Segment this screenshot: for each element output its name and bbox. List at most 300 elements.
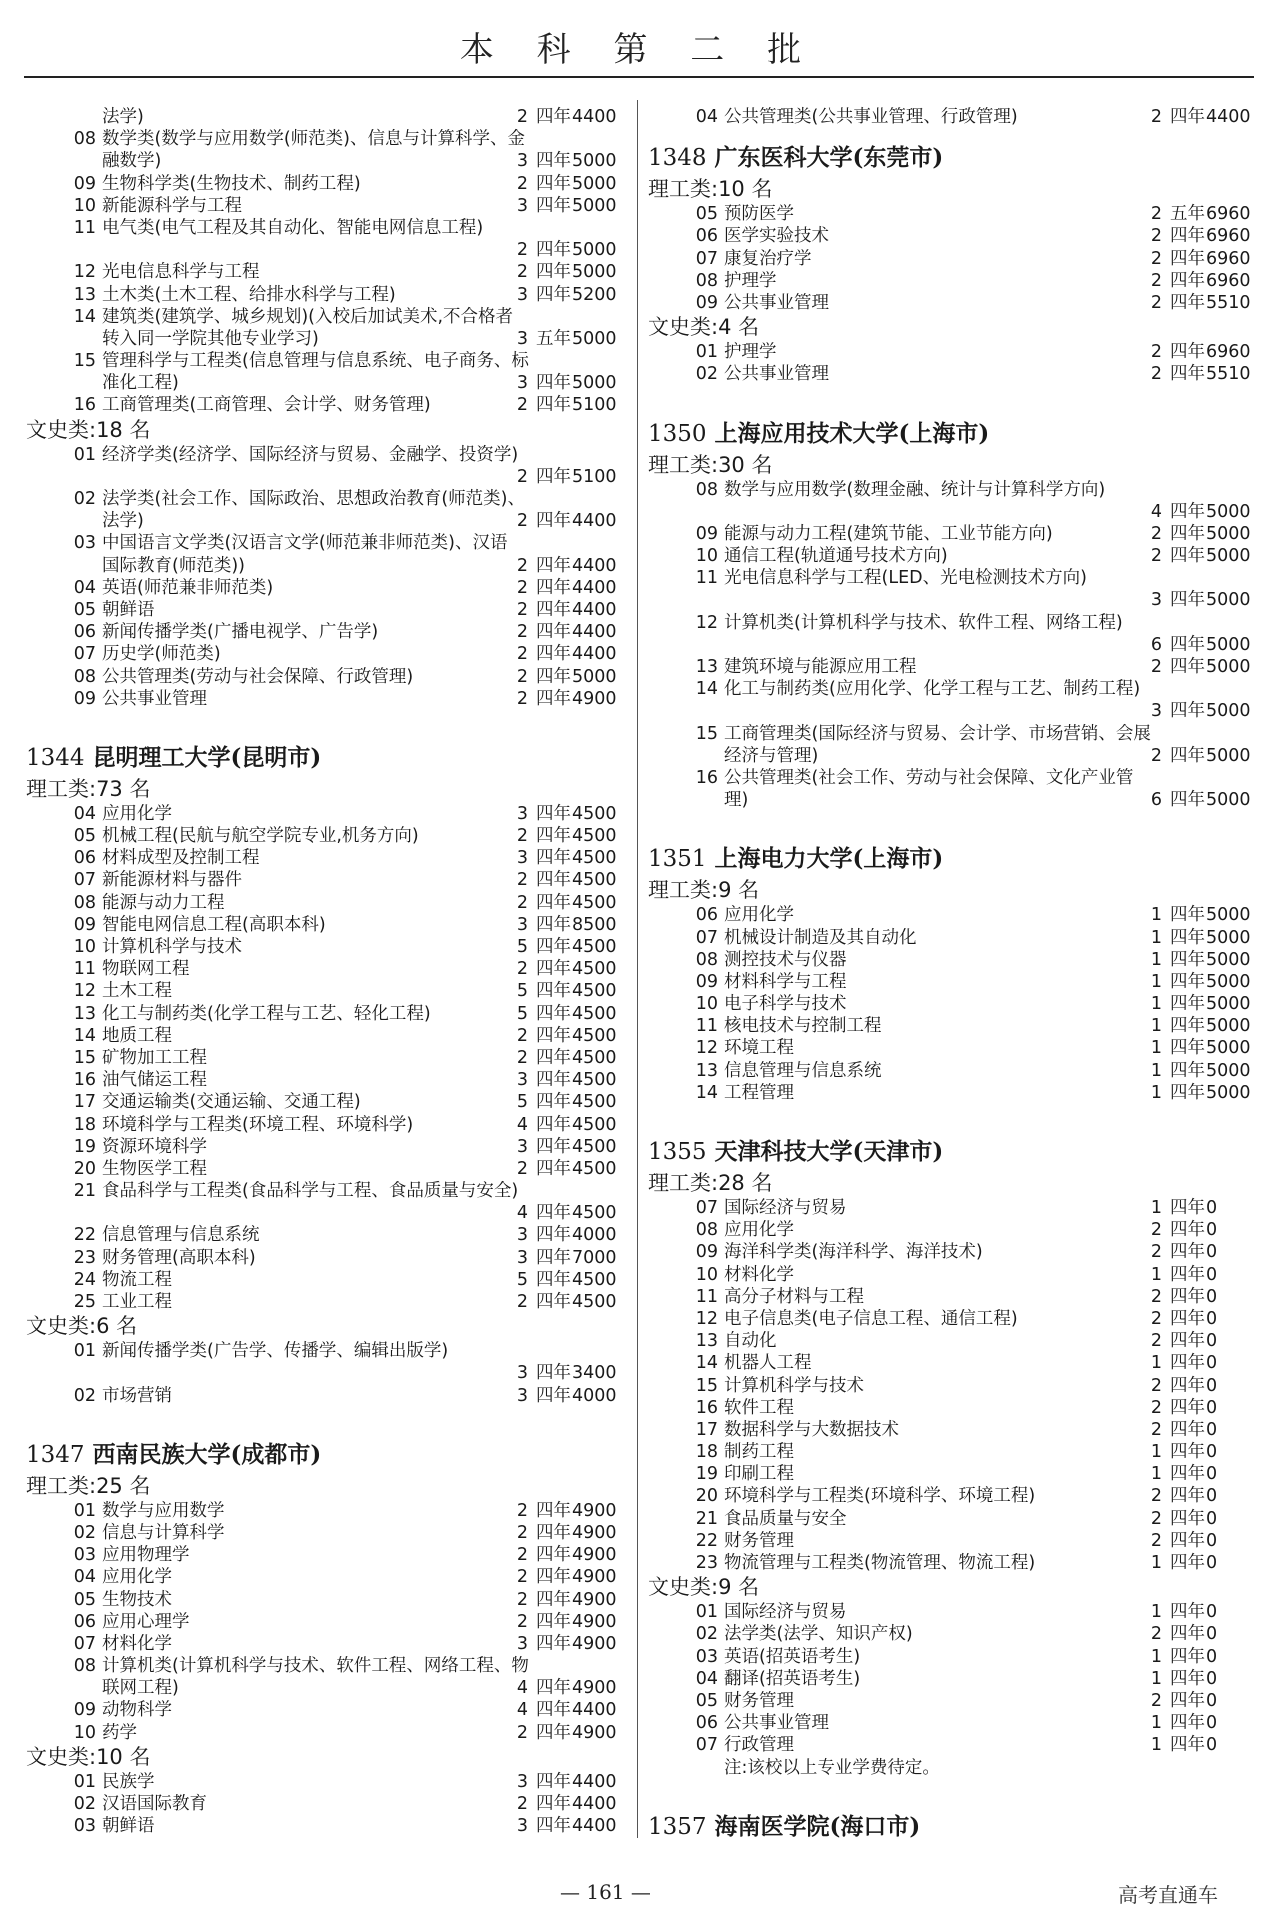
program-name: 机械设计制造及其自动化: [724, 927, 917, 948]
program-fee: 4900: [572, 688, 617, 709]
program-duration: 四年: [536, 892, 571, 913]
section-gap: [648, 811, 1254, 829]
program-code: 02: [695, 1624, 718, 1645]
program-name: 通信工程(轨道通号技术方向): [724, 546, 948, 567]
program-duration: 四年: [536, 937, 571, 957]
left-column: [26, 106, 626, 1837]
program-code: 14: [73, 1025, 96, 1046]
school-name: 西南民族大学(成都市): [92, 1440, 322, 1468]
program-duration: 四年: [536, 1003, 571, 1024]
program-row: [648, 1219, 1254, 1241]
program-seats: 2: [516, 1522, 528, 1543]
program-name: 电子科学与技术: [724, 994, 847, 1015]
program-duration: 四年: [1170, 949, 1205, 970]
program-seats: 2: [1150, 1624, 1162, 1645]
program-name: 新闻传播学类(广告学、传播学、编辑出版学): [102, 1341, 449, 1362]
program-duration: 四年: [1170, 1508, 1205, 1529]
program-fee: 5000: [572, 195, 617, 216]
program-code: 03: [73, 1816, 96, 1837]
program-duration: 四年: [536, 173, 571, 194]
program-fee: 5000: [1206, 501, 1251, 522]
program-code: 08: [73, 666, 96, 687]
program-seats: 2: [1150, 226, 1162, 247]
program-fee: 4900: [572, 1722, 617, 1743]
program-code: 06: [695, 905, 718, 926]
program-row: [26, 394, 626, 416]
program-fee: 4500: [572, 1092, 617, 1113]
program-name: 信息管理与信息系统: [102, 1225, 260, 1246]
program-seats: 2: [516, 1500, 528, 1521]
program-seats: 3: [516, 803, 528, 824]
program-seats: 2: [516, 1292, 528, 1312]
program-fee: 4500: [572, 1025, 617, 1046]
program-name: 医学实验技术: [724, 226, 829, 247]
program-row: [26, 328, 626, 350]
program-code: 15: [73, 351, 96, 372]
program-code: 15: [695, 1375, 718, 1396]
program-seats: 2: [516, 1567, 528, 1588]
program-fee: 0: [1206, 1331, 1218, 1352]
program-seats: 1: [1150, 1713, 1162, 1734]
program-fee: 4500: [572, 1136, 617, 1157]
program-seats: 2: [1150, 1286, 1162, 1307]
program-duration: 四年: [1170, 1198, 1205, 1218]
program-name: 应用化学: [102, 1567, 172, 1588]
program-fee: 0: [1206, 1286, 1218, 1307]
program-seats: 2: [1150, 1486, 1162, 1507]
program-duration: 四年: [536, 1678, 571, 1699]
program-name: 法学类(法学、知识产权): [724, 1624, 913, 1645]
program-duration: 四年: [536, 1816, 571, 1837]
program-name: 公共事业管理: [102, 688, 207, 709]
program-fee: 4500: [572, 803, 617, 824]
program-fee: 4500: [572, 826, 617, 847]
program-code: 07: [73, 870, 96, 891]
program-seats: 1: [1150, 1353, 1162, 1374]
program-seats: 2: [1150, 546, 1162, 567]
program-code: 21: [695, 1508, 718, 1529]
program-fee: 6960: [1206, 204, 1251, 225]
program-duration: 四年: [536, 1047, 571, 1068]
program-duration: 四年: [536, 1611, 571, 1632]
program-duration: 四年: [1170, 745, 1205, 766]
page-header-title: 本 科 第 二 批: [459, 30, 818, 70]
program-fee: 4900: [572, 1522, 617, 1543]
program-fee: 5100: [572, 466, 617, 487]
program-seats: 3: [516, 1385, 528, 1406]
program-name: 公共管理类(社会工作、劳动与社会保障、文化产业管: [724, 767, 1134, 788]
program-row: [26, 825, 626, 847]
program-seats: 6: [1150, 634, 1162, 655]
program-name: 汉语国际教育: [102, 1794, 207, 1814]
school-heading: [26, 1437, 626, 1473]
program-name: 行政管理: [724, 1735, 794, 1756]
program-duration: 四年: [1170, 657, 1205, 677]
program-fee: 4500: [572, 1047, 617, 1068]
program-code: 04: [695, 107, 718, 127]
program-name: 转入同一学院其他专业学习): [102, 328, 319, 349]
program-name: 海洋科学类(海洋科学、海洋技术): [724, 1242, 983, 1263]
program-seats: 2: [1150, 1375, 1162, 1396]
program-row: [26, 1180, 626, 1202]
program-name: 经济与管理): [724, 745, 819, 766]
program-row: [26, 510, 626, 532]
program-code: 08: [73, 1656, 96, 1677]
program-fee: 4000: [572, 1385, 617, 1406]
program-code: 09: [695, 971, 718, 992]
program-code: 14: [695, 1082, 718, 1103]
program-name: 生物科学类(生物技术、制药工程): [102, 173, 361, 194]
program-row: [26, 803, 626, 825]
program-fee: 6960: [1206, 342, 1251, 363]
program-name: 自动化: [724, 1331, 777, 1352]
program-code: 14: [695, 1353, 718, 1374]
program-duration: 四年: [1170, 270, 1205, 291]
program-duration: 四年: [1170, 1530, 1205, 1551]
program-row: [648, 1015, 1254, 1037]
program-duration: 四年: [536, 1269, 571, 1290]
program-row: [648, 589, 1254, 611]
program-seats: 5: [516, 937, 528, 957]
program-seats: 6: [1150, 790, 1162, 811]
program-duration: 四年: [536, 826, 571, 847]
program-fee: 0: [1206, 1198, 1218, 1218]
program-fee: 5000: [1206, 1038, 1251, 1059]
program-seats: 3: [516, 1225, 528, 1246]
program-fee: 4500: [572, 1292, 617, 1312]
category-heading: 理工类:25 名: [26, 1473, 151, 1498]
program-row: [648, 1712, 1254, 1734]
program-duration: 四年: [536, 1203, 571, 1224]
program-seats: 1: [1150, 1442, 1162, 1463]
program-duration: 四年: [1170, 1264, 1205, 1285]
program-row: [648, 1441, 1254, 1463]
program-duration: 四年: [536, 666, 571, 687]
program-name: 高分子材料与工程: [724, 1286, 864, 1307]
program-seats: 3: [516, 848, 528, 869]
program-name: 国际教育(师范类)): [102, 555, 245, 576]
program-duration: 四年: [1170, 523, 1205, 544]
program-seats: 2: [516, 240, 528, 261]
program-duration: 四年: [1170, 1397, 1205, 1418]
program-code: 10: [695, 1264, 718, 1285]
program-seats: 2: [516, 1589, 528, 1610]
program-seats: 4: [1150, 501, 1162, 522]
program-code: 09: [73, 914, 96, 935]
program-row: [648, 971, 1254, 993]
program-duration: 四年: [1170, 1375, 1205, 1396]
program-row: [26, 1224, 626, 1246]
program-code: 07: [73, 644, 96, 665]
program-fee: 4500: [572, 848, 617, 869]
program-row: [648, 927, 1254, 949]
section-gap: [26, 1407, 626, 1425]
program-code: 06: [695, 1713, 718, 1734]
section-gap: [648, 1779, 1254, 1797]
program-row: [648, 1308, 1254, 1330]
program-seats: 2: [516, 622, 528, 643]
program-code: 14: [695, 679, 718, 700]
program-fee: 0: [1206, 1624, 1218, 1645]
program-seats: 2: [516, 1611, 528, 1632]
program-fee: 4900: [572, 1678, 617, 1699]
program-code: 13: [695, 657, 718, 677]
program-code: 07: [695, 248, 718, 269]
program-duration: 四年: [1170, 971, 1205, 992]
program-seats: 3: [1150, 590, 1162, 611]
program-name: 法学): [102, 511, 144, 532]
program-fee: 0: [1206, 1397, 1218, 1418]
program-fee: 5000: [1206, 745, 1251, 766]
program-seats: 5: [516, 1269, 528, 1290]
program-row: [648, 1264, 1254, 1286]
program-name: 印刷工程: [724, 1464, 794, 1485]
program-code: 20: [695, 1486, 718, 1507]
program-duration: 四年: [536, 599, 571, 620]
program-fee: 4400: [572, 599, 617, 620]
category-heading: 文史类:6 名: [26, 1314, 138, 1339]
program-duration: 四年: [536, 1567, 571, 1588]
program-name: 能源与动力工程(建筑节能、工业节能方向): [724, 523, 1053, 544]
program-name: 能源与动力工程: [102, 892, 225, 913]
program-row: [26, 1522, 626, 1544]
program-duration: 四年: [1170, 1713, 1205, 1734]
program-code: 12: [695, 612, 718, 633]
program-fee: 0: [1206, 1464, 1218, 1485]
program-code: 18: [73, 1114, 96, 1135]
program-code: 06: [695, 226, 718, 247]
program-row: [648, 1060, 1254, 1082]
program-name: 融数学): [102, 151, 162, 172]
program-seats: 3: [516, 1816, 528, 1837]
program-seats: 3: [516, 284, 528, 305]
program-duration: 四年: [1170, 364, 1205, 385]
program-name: 财务管理: [724, 1690, 794, 1711]
program-code: 11: [73, 959, 96, 980]
program-row: [26, 1385, 626, 1407]
program-fee: 4500: [572, 1203, 617, 1224]
program-duration: 四年: [536, 262, 571, 283]
program-fee: 4900: [572, 1589, 617, 1610]
program-code: 05: [695, 1690, 718, 1711]
program-name: 材料成型及控制工程: [102, 848, 260, 869]
program-seats: 2: [516, 1025, 528, 1046]
program-row: [26, 1362, 626, 1384]
brand-watermark: 高考直通车: [1118, 1883, 1218, 1907]
program-name: 信息与计算科学: [102, 1522, 225, 1543]
program-duration: 五年: [1170, 204, 1205, 225]
program-name: 经济学类(经济学、国际经济与贸易、金融学、投资学): [102, 444, 519, 465]
program-duration: 四年: [1170, 1442, 1205, 1463]
program-seats: 1: [1150, 1264, 1162, 1285]
program-name: 管理科学与工程类(信息管理与信息系统、电子商务、标: [102, 351, 529, 372]
program-duration: 四年: [536, 1700, 571, 1721]
program-code: 10: [695, 546, 718, 567]
program-seats: 1: [1150, 1735, 1162, 1756]
program-row: [26, 555, 626, 577]
program-row: [648, 1646, 1254, 1668]
program-fee: 4500: [572, 870, 617, 891]
program-row: [648, 949, 1254, 971]
program-seats: 2: [1150, 204, 1162, 225]
program-duration: 五年: [536, 328, 571, 349]
program-row: [648, 1601, 1254, 1623]
program-row: [648, 1197, 1254, 1219]
program-row: [26, 847, 626, 869]
program-row: [648, 1552, 1254, 1574]
program-fee: 5000: [1206, 701, 1251, 722]
program-fee: 7000: [572, 1247, 617, 1268]
program-code: 02: [73, 1385, 96, 1406]
program-code: 01: [73, 1341, 96, 1362]
program-code: 17: [695, 1419, 718, 1440]
program-duration: 四年: [1170, 1646, 1205, 1667]
program-row: [26, 577, 626, 599]
program-seats: 3: [516, 151, 528, 172]
program-code: 12: [695, 1308, 718, 1329]
category-heading: 文史类:4 名: [648, 315, 760, 340]
program-code: 19: [695, 1464, 718, 1485]
program-seats: 2: [1150, 342, 1162, 363]
program-name: 工商管理类(工商管理、会计学、财务管理): [102, 395, 431, 416]
program-name: 油气储运工程: [102, 1070, 207, 1091]
program-fee: 4400: [572, 644, 617, 665]
program-row: [26, 1247, 626, 1269]
program-duration: 四年: [536, 1136, 571, 1157]
program-fee: 5000: [1206, 1060, 1251, 1081]
program-row: [648, 1419, 1254, 1441]
program-duration: 四年: [536, 1633, 571, 1654]
program-code: 23: [73, 1247, 96, 1268]
program-code: 03: [695, 1646, 718, 1667]
program-seats: 3: [516, 914, 528, 935]
program-code: 06: [73, 622, 96, 643]
program-duration: 四年: [1170, 226, 1205, 247]
program-seats: 5: [516, 981, 528, 1002]
school-name: 上海电力大学(上海市): [714, 845, 944, 873]
program-seats: 1: [1150, 1602, 1162, 1623]
program-seats: 2: [1150, 1308, 1162, 1329]
program-row: [26, 1202, 626, 1224]
program-seats: 2: [516, 511, 528, 532]
school-code: 1350: [648, 420, 707, 447]
program-code: 04: [73, 577, 96, 598]
program-name: 机械工程(民航与航空学院专业,机务方向): [102, 826, 419, 847]
program-duration: 四年: [536, 151, 571, 172]
program-row: [26, 1566, 626, 1588]
program-fee: 4400: [572, 1700, 617, 1721]
program-fee: 5100: [572, 395, 617, 416]
program-seats: 2: [516, 666, 528, 687]
program-fee: 5000: [1206, 1016, 1251, 1037]
program-name: 计算机类(计算机科学与技术、软件工程、网络工程): [724, 612, 1123, 633]
program-code: 22: [73, 1225, 96, 1246]
program-seats: 2: [516, 892, 528, 913]
school-name: 广东医科大学(东莞市): [714, 144, 944, 172]
program-duration: 四年: [536, 395, 571, 416]
program-code: 13: [73, 284, 96, 305]
program-row: [648, 789, 1254, 811]
program-duration: 四年: [1170, 701, 1205, 722]
program-name: 物流管理与工程类(物流管理、物流工程): [724, 1553, 1036, 1573]
program-duration: 四年: [536, 1292, 571, 1312]
program-row: [648, 1352, 1254, 1374]
program-name: 护理学: [724, 342, 777, 363]
program-fee: 5000: [1206, 590, 1251, 611]
program-row: [26, 936, 626, 958]
program-row: [26, 1544, 626, 1566]
program-fee: 4500: [572, 1158, 617, 1179]
program-duration: 四年: [1170, 1668, 1205, 1689]
program-duration: 四年: [1170, 1082, 1205, 1103]
program-code: 13: [73, 1003, 96, 1024]
school-heading: [648, 1134, 1254, 1170]
program-row: [26, 1722, 626, 1744]
program-name: 环境工程: [724, 1038, 794, 1059]
program-duration: 四年: [536, 803, 571, 824]
school-heading: [648, 841, 1254, 877]
program-duration: 四年: [536, 577, 571, 598]
program-row: [26, 372, 626, 394]
program-row: [648, 1623, 1254, 1645]
right-column: [648, 106, 1254, 1845]
program-code: 08: [73, 892, 96, 913]
program-seats: 1: [1150, 1082, 1162, 1103]
program-fee: 0: [1206, 1646, 1218, 1667]
program-fee: 5000: [572, 173, 617, 194]
program-fee: 4400: [572, 622, 617, 643]
program-seats: 3: [516, 373, 528, 394]
program-seats: 2: [516, 107, 528, 127]
program-fee: 4900: [572, 1500, 617, 1521]
program-row: [648, 1508, 1254, 1530]
program-duration: 四年: [536, 1722, 571, 1743]
program-duration: 四年: [536, 240, 571, 261]
program-fee: 0: [1206, 1553, 1218, 1573]
program-duration: 四年: [1170, 1690, 1205, 1711]
program-code: 03: [73, 1545, 96, 1566]
program-code: 07: [695, 1198, 718, 1218]
program-row: [648, 678, 1254, 700]
program-name: 材料化学: [724, 1264, 794, 1285]
program-name: 制药工程: [724, 1442, 794, 1463]
program-seats: 1: [1150, 1668, 1162, 1689]
program-duration: 四年: [1170, 905, 1205, 926]
program-row: [26, 284, 626, 306]
school-name: 上海应用技术大学(上海市): [714, 419, 990, 447]
program-duration: 四年: [1170, 248, 1205, 269]
program-seats: 1: [1150, 1198, 1162, 1218]
program-duration: 四年: [1170, 1286, 1205, 1307]
program-code: 04: [73, 803, 96, 824]
program-fee: 4500: [572, 959, 617, 980]
program-code: 08: [695, 949, 718, 970]
program-seats: 2: [1150, 292, 1162, 313]
program-fee: 5000: [1206, 790, 1251, 811]
section-gap: [648, 1104, 1254, 1122]
program-duration: 四年: [536, 1070, 571, 1091]
program-name: 数据科学与大数据技术: [724, 1419, 899, 1440]
program-row: [648, 767, 1254, 789]
program-seats: 2: [1150, 657, 1162, 677]
program-row: [648, 1734, 1254, 1756]
program-code: 01: [73, 1771, 96, 1792]
program-seats: 2: [516, 262, 528, 283]
program-code: 09: [73, 1700, 96, 1721]
program-seats: 2: [516, 1047, 528, 1068]
program-row: [648, 523, 1254, 545]
program-row: [26, 1003, 626, 1025]
